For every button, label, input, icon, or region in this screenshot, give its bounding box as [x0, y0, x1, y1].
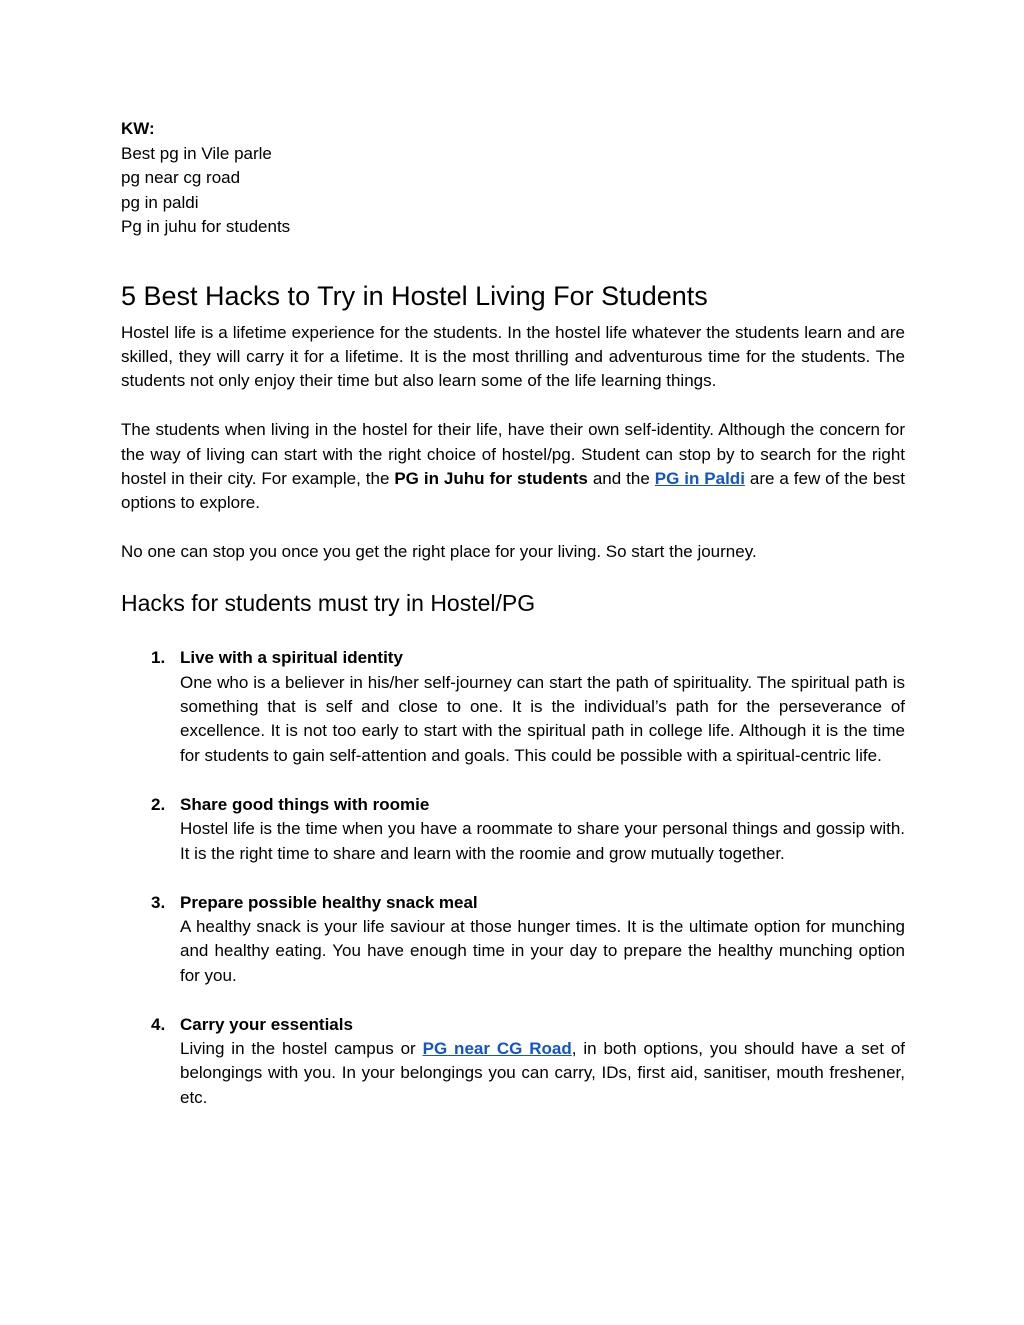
list-item — [121, 646, 905, 768]
pg-in-paldi-link[interactable]: PG in Paldi — [654, 469, 745, 489]
section-heading: Hacks for students must try in Hostel/PG — [121, 590, 536, 617]
bold-keyword: PG in Juhu for students — [394, 469, 588, 489]
list-item — [121, 793, 905, 866]
list-item-number: 3. — [151, 892, 166, 912]
page-title: 5 Best Hacks to Try in Hostel Living For Students — [121, 280, 708, 311]
keyword-item: Pg in juhu for students — [121, 217, 291, 236]
closing-paragraph: No one can stop you once you get the right place for your living. So start the journey. — [121, 542, 757, 562]
list-item-text: One who is a believer in his/her self-journey can start the path of spirituality. The spiritual path is something that is self and close to one. It is the individual’s path for the perseverance of excellence. It is not too early to start with the spiritual path in college life. Although it is the time for students to gain self-attention and goals. This could be possible with a spiritual-centric life. — [180, 672, 905, 765]
pg-near-cg-road-link[interactable]: PG near CG Road — [422, 1039, 572, 1059]
keyword-item: Best pg in Vile parle — [121, 143, 272, 163]
list-item-number: 2. — [151, 794, 166, 814]
list-item-text: A healthy snack is your life saviour at those hunger times. It is the ultimate option for munching and healthy eating. You have enough time in your day to prepare the healthy munching option for you. — [180, 916, 905, 985]
list-item-title: Share good things with roomie — [180, 794, 430, 814]
list-item-title: Live with a spiritual identity — [180, 648, 403, 668]
list-item-title: Carry your essentials — [180, 1014, 353, 1034]
list-item-number: 1. — [151, 648, 166, 668]
paragraph-text: and the — [587, 469, 655, 489]
paragraph-text: The students when living in the hostel for their life, have their own self-identity. Although the concern for the way of living can start with the right choice of hostel/pg. Student can stop by to search for the right hostel in their city. For example, the — [121, 420, 905, 489]
paragraph-text: , in both options, you should have a set of belongings with you. In your belongings you can carry, IDs, first aid, sanitiser, mouth freshener, etc. — [180, 1039, 905, 1107]
options-paragraph — [121, 418, 905, 516]
paragraph-text: Living in the hostel campus or — [180, 1039, 423, 1059]
keyword-item: pg near cg road — [121, 168, 241, 187]
list-item-number: 4. — [151, 1014, 166, 1034]
hacks-list — [121, 646, 905, 1110]
document-page — [121, 117, 905, 1135]
keyword-block — [121, 117, 905, 240]
list-item-text — [180, 1037, 905, 1110]
list-item — [121, 1013, 905, 1111]
keyword-item: pg in paldi — [121, 192, 199, 212]
list-item — [121, 891, 905, 989]
paragraph-text: are a few of the best options to explore. — [121, 469, 905, 513]
list-item-title: Prepare possible healthy snack meal — [180, 892, 478, 912]
list-item-text: Hostel life is the time when you have a roommate to share your personal things and gossip with. It is the right time to share and learn with the roomie and grow mutually together. — [180, 819, 905, 863]
intro-paragraph: Hostel life is a lifetime experience for the students. In the hostel life whatever the students learn and are skilled, they will carry it for a lifetime. It is the most thrilling and adventurous time for the students. The students not only enjoy their time but also learn some of the life learning things. — [121, 322, 905, 391]
keyword-label: KW: — [121, 119, 155, 138]
